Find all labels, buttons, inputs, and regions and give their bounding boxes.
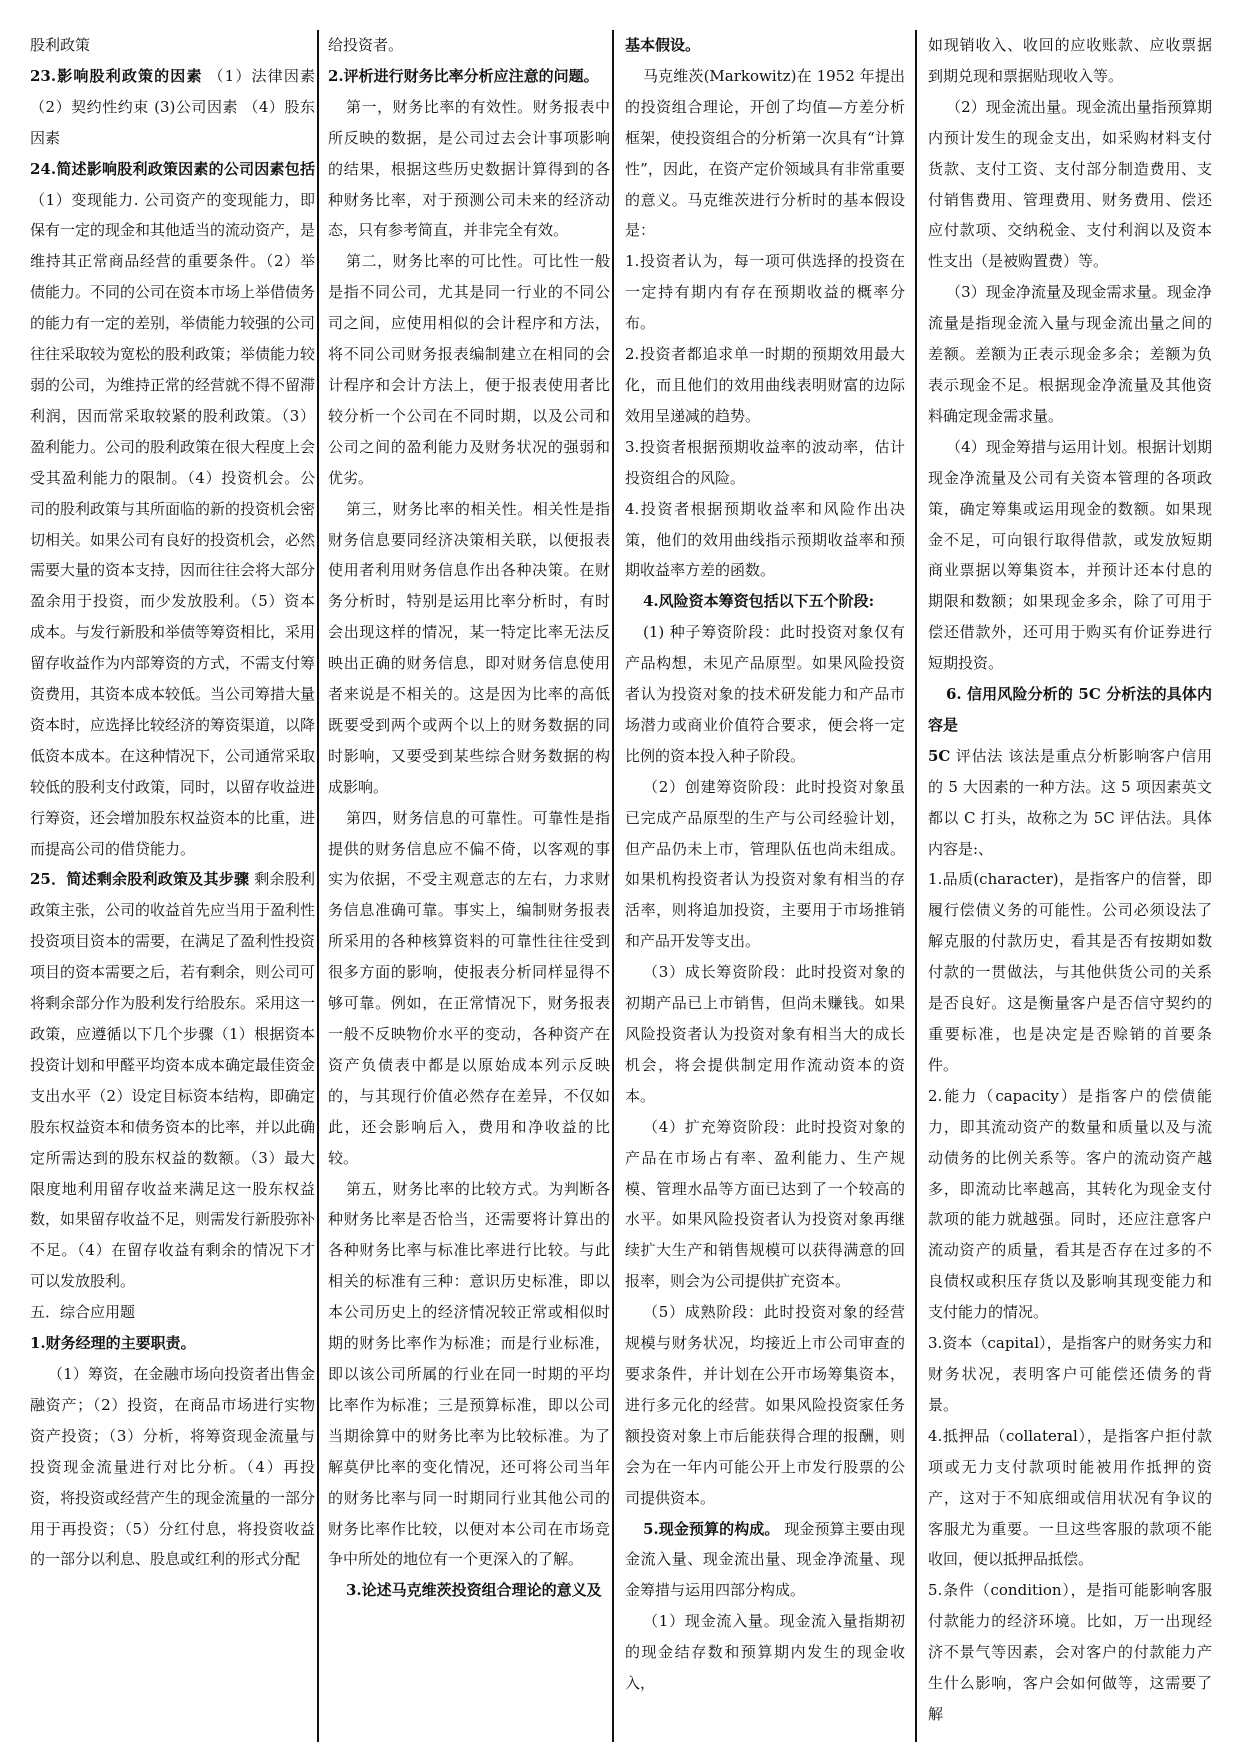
paragraph (30, 154, 315, 865)
paragraph (928, 432, 1212, 679)
paragraph (625, 1297, 905, 1513)
paragraph-text: （1）法律因素（2）契约性约束 (3)公司因素 （4）股东因素 (30, 66, 315, 147)
section-heading: 3.论述马克维茨投资组合理论的意义及 (346, 1581, 602, 1600)
paragraph-text: 第一，财务比率的有效性。财务报表中所反映的数据，是公司过去会计事项影响的结果，根据这些历史数据计算得到的各种财务比率，对于预测公司未来的经济动态，只有参考简直，并非完全有效。 (328, 97, 610, 240)
paragraph-text: （3）成长筹资阶段：此时投资对象的初期产品已上市销售，但尚未赚钱。如果风险投资者认为投资对象有相当大的成长机会，将会提供制定用作流动资本的资本。 (625, 963, 905, 1105)
paragraph (328, 494, 610, 803)
text-column-2 (328, 30, 610, 1742)
paragraph (328, 61, 610, 92)
paragraph-text: （4）扩充筹资阶段：此时投资对象的产品在市场占有率、盈利能力、生产规模、管理水品等方面已达到了一个较高的水平。如果风险投资者认为投资对象再继续扩大生产和销售规模可以获得满意的回报率，则会为公司提供扩充资本。 (625, 1117, 905, 1291)
paragraph (625, 432, 905, 494)
paragraph (328, 803, 610, 1174)
paragraph (928, 741, 1212, 865)
paragraph (625, 586, 905, 617)
paragraph (625, 1606, 905, 1699)
paragraph (928, 1575, 1212, 1730)
paragraph-text: （1）变现能力. 公司资产的变现能力，即保有一定的现金和其他适当的流动资产，是维持其正常商品经营的重要条件。（2）举债能力。不同的公司在资本市场上举借债务的能力有一定的差别，举债能力较强的公司往往采取较为宽松的股利政策；举债能力较弱的公司，为维持正常的经营就不得不留滞利润，因而常采取较紧的股利政策。（3）盈利能力。公司的股利政策在很大程度上会受其盈利能力的限制。（4）投资机会。公司的股利政策与其所面临的新的投资机会密切相关。如果公司有良好的投资机会，必然需要大量的资本支持，因而往往会将大部分盈余用于投资，而少发放股利。（5）资本成本。与发行新股和举债等筹资相比，采用留存收益作为内部筹资的方式，不需支付筹资费用，其资本成本较低。当公司筹措大量资本时，应选择比较经济的筹资渠道，以降低资本成本。在这种情况下，公司通常采取较低的股利支付政策，同时，以留存收益进行筹资，还会增加股东权益资本的比重，进而提高公司的借贷能力。 (30, 190, 315, 858)
paragraph (625, 617, 905, 772)
paragraph (328, 1575, 610, 1606)
paragraph (928, 864, 1212, 1080)
paragraph (928, 92, 1212, 277)
paragraph-text: 5.条件（condition），是指可能影响客服付款能力的经济环境。比如，万一出现经济不景气等因素，会对客户的付款能力产生什么影响，客户会如何做等，这需要了解 (928, 1581, 1212, 1723)
paragraph-text: 4.投资者根据预期收益率和风险作出决策，他们的效用曲线指示预期收益率和预期收益率方差的函数。 (625, 499, 905, 580)
section-heading: 23.影响股利政策的因素 (30, 66, 203, 85)
paragraph-text: 如现销收入、收回的应收账款、应收票据到期兑现和票据贴现收入等。 (928, 36, 1212, 85)
paragraph (928, 1328, 1212, 1421)
section-heading: 1.财务经理的主要职责。 (30, 1334, 196, 1353)
paragraph-text: （3）现金净流量及现金需求量。现金净流量是指现金流入量与现金流出量之间的差额。差额为正表示现金多余；差额为负表示现金不足。根据现金净流量及其他资料确定现金需求量。 (928, 283, 1212, 425)
paragraph-text: 剩余股利政策主张，公司的收益首先应当用于盈利性投资项目资本的需要，在满足了盈利性投资项目的资本需要之后，若有剩余，则公司可将剩余部分作为股利发行给股东。采用这一政策，应遵循以下几个步骤（1）根据资本投资计划和甲醛平均资本成本确定最佳资金支出水平（2）设定目标资本结构，即确定股东权益资本和债务资本的比率，并以此确定所需达到的股东权益的数额。（3）最大限度地利用留存收益来满足这一股东权益数，如果留存收益不足，则需发行新股弥补不足。（4）在留存收益有剩余的情况下才可以发放股利。 (30, 870, 315, 1291)
paragraph (30, 30, 315, 61)
paragraph (928, 30, 1212, 92)
paragraph-text: （5）成熟阶段：此时投资对象的经营规模与财务状况，均接近上市公司审查的要求条件，并计划在公开市场筹集资本，进行多元化的经营。如果风险投资家任务额投资对象上市后能获得合理的报酬，则会为在一年内可能公开上市发行股票的公司提供资本。 (625, 1303, 905, 1507)
paragraph (625, 1112, 905, 1297)
paragraph (928, 679, 1212, 741)
section-heading: 24.简述影响股利政策因素的公司因素包括 (30, 159, 315, 178)
paragraph (928, 277, 1212, 432)
paragraph-text: （1）筹资，在金融市场向投资者出售金融资产；（2）投资，在商品市场进行实物资产投资；（3）分析，将筹资现金流量与投资现金流量进行对比分析。（4）再投资，将投资或经营产生的现金流量的一部分用于再投资；（5）分红付息，将投资收益的一部分以利息、股息或红利的形式分配 (30, 1364, 315, 1569)
section-heading: 6. 信用风险分析的 5C 分析法的具体内容是 (928, 685, 1212, 734)
text-column-3 (625, 30, 905, 1742)
text-column-4 (928, 30, 1212, 1742)
paragraph-text: 1.品质(character)，是指客户的信誉，即履行偿债义务的可能性。公司必须设法了解克服的付款历史，看其是否有按期如数付款的一贯做法，与其他供货公司的关系是否良好。这是衡量客户是否信守契约的重要标准，也是决定是否赊销的首要条件。 (928, 870, 1212, 1074)
paragraph (30, 1328, 315, 1359)
section-heading: 2.评析进行财务比率分析应注意的问题。 (328, 66, 599, 85)
section-heading: 25．简述剩余股利政策及其步骤 (30, 870, 250, 889)
paragraph (625, 957, 905, 1112)
column-divider-2 (612, 30, 614, 1742)
paragraph (30, 61, 315, 154)
column-divider-3 (915, 30, 917, 1742)
paragraph (625, 339, 905, 432)
paragraph (328, 1174, 610, 1576)
paragraph (625, 246, 905, 339)
column-divider-1 (317, 30, 319, 1742)
paragraph-text: 五．综合应用题 (30, 1303, 136, 1322)
section-heading: 5.现金预算的构成。 (643, 1519, 780, 1538)
paragraph-text: 第三，财务比率的相关性。相关性是指财务信息要同经济决策相关联，以便报表使用者利用财务信息作出各种决策。在财务分析时，特别是运用比率分析时，有时会出现这样的情况，某一特定比率无法反映出正确的财务信息，即对财务信息使用者来说是不相关的。这是因为比率的高低既要受到两个或两个以上的财务数据的同时影响，又要受到某些综合财务数据的构成影响。 (328, 499, 610, 796)
paragraph-text: 3.投资者根据预期收益率的波动率，估计投资组合的风险。 (625, 437, 905, 487)
paragraph-text: 1.投资者认为，每一项可供选择的投资在一定持有期内有存在预期收益的概率分布。 (625, 252, 905, 333)
paragraph (928, 1421, 1212, 1576)
paragraph-text: （2）创建筹资阶段：此时投资对象虽已完成产品原型的生产与公司经验计划，但产品仍未上市，管理队伍也尚未组成。如果机构投资者认为投资对象有相当的存活率，则将追加投资，主要用于市场推销和产品开发等支出。 (625, 777, 905, 951)
paragraph-text: 第四，财务信息的可靠性。可靠性是指提供的财务信息应不偏不倚，以客观的事实为依据，不受主观意志的左右，力求财务信息准确可靠。事实上，编制财务报表所采用的各种核算资料的可靠性往往受到很多方面的影响，使报表分析同样显得不够可靠。例如，在正常情况下，财务报表一般不反映物价水平的变动，各种资产在资产负债表中都是以原始成本列示反映的，与其现行价值必然存在差异，不仅如此，还会影响后入，费用和净收益的比较。 (328, 808, 610, 1167)
paragraph-text: 马克维茨(Markowitz)在 1952 年提出的投资组合理论，开创了均值—方差分析框架，使投资组合的分析第一次具有“计算性”，因此，在资产定价领域具有非常重要的意义。马克维茨进行分析时的基本假设是： (625, 66, 905, 240)
paragraph-text: 第五，财务比率的比较方式。为判断各种财务比率是否恰当，还需要将计算出的各种财务比率与标准比率进行比较。与此相关的标准有三种：意识历史标准，即以本公司历史上的经济情况较正常或相似时期的财务比率作为标准；而是行业标准，即以该公司所属的行业在同一时期的平均比率作为标准；三是预算标准，即以公司当期徐算中的财务比率为比较标准。为了解莫伊比率的变化情况，还可将公司当年的财务比率与同一时期同行业其他公司的财务比率作比较，以便对本公司在市场竞争中所处的地位有一个更深入的了解。 (328, 1179, 610, 1569)
paragraph-text: 评估法 该法是重点分析影响客户信用的 5 大因素的一种方法。这 5 项因素英文都以 C 打头，故称之为 5C 评估法。具体内容是:、 (928, 746, 1212, 858)
section-heading: 5C (928, 746, 951, 765)
section-heading: 4.风险资本筹资包括以下五个阶段: (643, 592, 875, 611)
paragraph (328, 246, 610, 493)
paragraph (625, 494, 905, 587)
text-column-1 (30, 30, 315, 1742)
paragraph (30, 1359, 315, 1575)
paragraph (625, 772, 905, 957)
paragraph-text: (1) 种子筹资阶段：此时投资对象仅有产品构想，未见产品原型。如果风险投资者认为投资对象的技术研发能力和产品市场潜力或商业价值符合要求，便会将一定比例的资本投入种子阶段。 (625, 623, 905, 765)
paragraph-text: 2.投资者都追求单一时期的预期效用最大化，而且他们的效用曲线表明财富的边际效用呈递减的趋势。 (625, 345, 905, 425)
paragraph (328, 30, 610, 61)
paragraph-text: （2）现金流出量。现金流出量指预算期内预计发生的现金支出，如采购材料支付货款、支付工资、支付部分制造费用、支付销售费用、管理费用、财务费用、偿还应付款项、交纳税金、支付利润以及资本性支出（是被购置费）等。 (928, 97, 1212, 271)
paragraph (625, 61, 905, 246)
section-heading: 基本假设。 (625, 36, 701, 54)
paragraph (328, 92, 610, 247)
paragraph-text: 现金预算主要由现金流入量、现金流出量、现金净流量、现金筹措与运用四部分构成。 (625, 1519, 905, 1600)
paragraph-text: 给投资者。 (328, 36, 404, 54)
paragraph-text: （1）现金流入量。现金流入量指期初的现金结存数和预算期内发生的现金收入， (625, 1612, 905, 1693)
paragraph (30, 864, 315, 1297)
paragraph (625, 1514, 905, 1607)
paragraph-text: 4.抵押品（collateral），是指客户拒付款项或无力支付款项时能被用作抵押的资产，这对于不知底细或信用状况有争议的客服尤为重要。一旦这些客服的款项不能收回，便以抵押品抵偿。 (928, 1426, 1212, 1569)
paragraph-text: 2.能力（capacity）是指客户的偿债能力，即其流动资产的数量和质量以及与流动债务的比例关系等。客户的流动资产越多，即流动比率越高，其转化为现金支付款项的能力就越强。同时，还应注意客户流动资产的质量，看其是否存在过多的不良债权或积压存货以及影响其现变能力和支付能力的情况。 (928, 1086, 1212, 1322)
paragraph-text: 股利政策 (30, 36, 91, 54)
paragraph (928, 1081, 1212, 1328)
paragraph (625, 30, 905, 61)
paragraph-text: 3.资本（capital），是指客户的财务实力和财务状况，表明客户可能偿还债务的背景。 (928, 1334, 1212, 1414)
paragraph (30, 1297, 315, 1328)
paragraph-text: 第二，财务比率的可比性。可比性一般是指不同公司，尤其是同一行业的不同公司之间，应使用相似的会计程序和方法，将不同公司财务报表编制建立在相同的会计程序和会计方法上，便于报表使用者比较分析一个公司在不同时期，以及公司和公司之间的盈利能力及财务状况的强弱和优劣。 (328, 252, 610, 487)
paragraph-text: （4）现金筹措与运用计划。根据计划期现金净流量及公司有关资本管理的各项政策，确定筹集或运用现金的数额。如果现金不足，可向银行取得借款，或发放短期商业票据以筹集资本，并预计还本付息的期限和数额；如果现金多余，除了可用于偿还借款外，还可用于购买有价证券进行短期投资。 (928, 437, 1212, 673)
